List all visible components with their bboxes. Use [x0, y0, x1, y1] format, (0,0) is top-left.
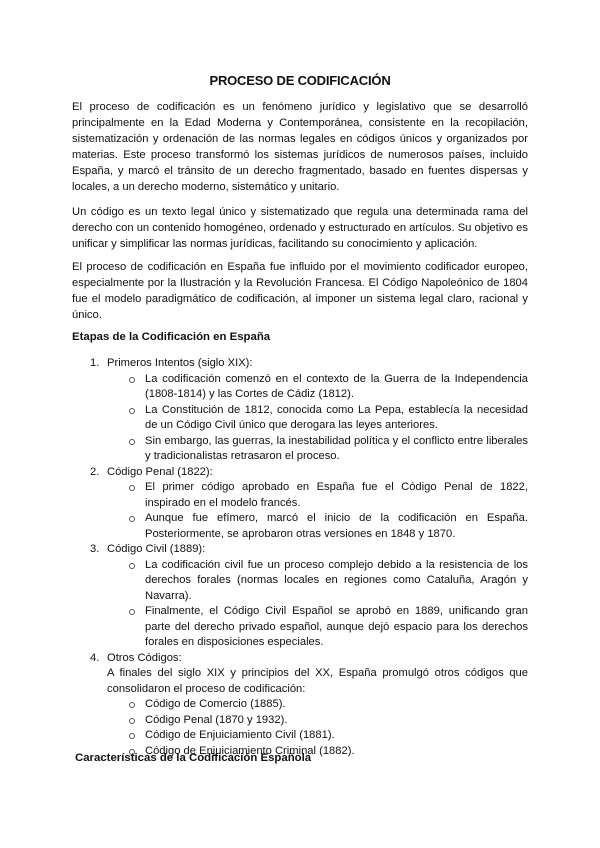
bullet-item: La codificación civil fue un proceso complejo debido a la resistencia de los derechos forales (normas locales en regiones como Cataluña, Aragón y Navarra). — [107, 558, 528, 605]
bullet-item: Finalmente, el Código Civil Español se aprobó en 1889, unificando gran parte del derecho privado español, aunque dejó espacio para los derechos forales en disposiciones especiales. — [107, 604, 528, 651]
bullet-item: El primer código aprobado en España fue el Código Penal de 1822, inspirado en el modelo francés. — [107, 480, 528, 511]
stage-bullets — [107, 697, 528, 759]
bullet-item: Aunque fue efímero, marcó el inicio de la codificación en España. Posteriormente, se aprobaron otras versiones en 1848 y 1870. — [107, 511, 528, 542]
bullet-item: Código Penal (1870 y 1932). — [107, 713, 528, 729]
stage-number: 4. — [90, 651, 100, 664]
stages-list — [72, 356, 528, 759]
bullet-item: Código de Comercio (1885). — [107, 697, 528, 713]
stage-number: 1. — [90, 357, 100, 369]
stage-number: 3. — [90, 543, 100, 555]
paragraph-code-definition: Un código es un texto legal único y sistematizado que regula una determinada rama del derecho con un contenido homogéneo, ordenado y estructurado en artículos. Su objetivo es unificar y simplificar las normas jurídicas, facilitando su conocimiento y aplicación. — [72, 206, 528, 250]
stage-bullets — [107, 480, 528, 542]
stage-label: Código Penal (1822): — [107, 465, 213, 478]
stage-label: Primeros Intentos (siglo XIX): — [107, 357, 253, 369]
stage-item — [72, 356, 528, 465]
stage-label: Código Civil (1889): — [107, 543, 206, 555]
stage-number: 2. — [90, 465, 100, 478]
bullet-item: Sin embargo, las guerras, la inestabilidad política y el conflicto entre liberales y tradicionalistas retrasaron el proceso. — [107, 434, 528, 465]
stage-item — [72, 542, 528, 651]
stage-item — [72, 651, 528, 760]
stage-bullets — [107, 558, 528, 651]
paragraph-spain-influence: El proceso de codificación en España fue influido por el movimiento codificador europeo, especialmente por la Ilustración y la Revolución Francesa. El Código Napoleónico de 1804 fue el modelo paradigmático de codificación, al imponer un sistema legal claro, racional y único. — [72, 261, 528, 321]
stage-bullets — [107, 372, 528, 465]
stage-intro: A finales del siglo XIX y principios del XX, España promulgó otros códigos que consolidaron el proceso de codificación: — [107, 667, 528, 695]
bullet-item: Código de Enjuiciamiento Criminal (1882). — [107, 744, 528, 760]
paragraph-intro: El proceso de codificación es un fenómeno jurídico y legislativo que se desarrolló principalmente en la Edad Moderna y Contemporánea, consistente en la recopilación, sistematización y ordenación de las normas legales en códigos únicos y organizados por materias. Este proceso transformó los sistemas jurídicos de numerosos países, incluido España, y marcó el tránsito de un derecho fragmentado, basado en fuentes dispersas y locales, a un derecho moderno, sistemático y unitario. — [72, 101, 528, 193]
bullet-item: La Constitución de 1812, conocida como La Pepa, establecía la necesidad de un Código Civil único que derogara las leyes anteriores. — [107, 403, 528, 434]
document-title: PROCESO DE CODIFICACIÓN — [209, 73, 391, 88]
stage-item — [72, 465, 528, 543]
bullet-item: Código de Enjuiciamiento Civil (1881). — [107, 728, 528, 744]
section-heading-characteristics: Características de la Codificación Española — [75, 752, 312, 764]
section-heading-stages: Etapas de la Codificación en España — [72, 331, 271, 343]
stage-label: Otros Códigos: — [107, 651, 182, 664]
bullet-item: La codificación comenzó en el contexto de la Guerra de la Independencia (1808-1814) y las Cortes de Cádiz (1812). — [107, 372, 528, 403]
